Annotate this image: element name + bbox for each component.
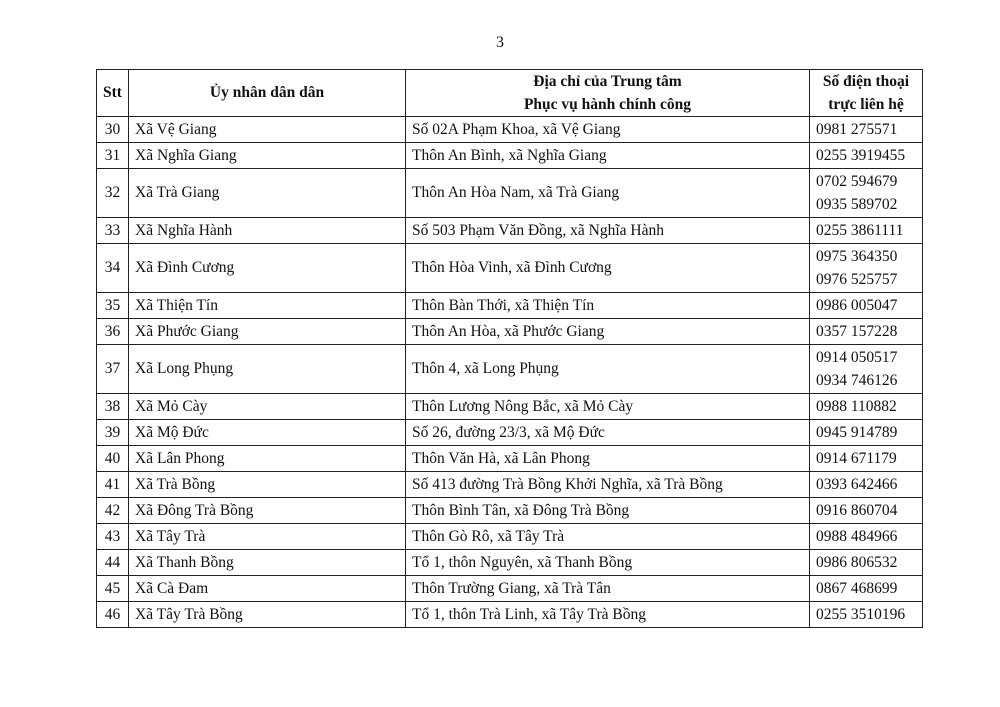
phone-number: 0986 005047 [816,297,898,314]
row-address: Tổ 1, thôn Trà Linh, xã Tây Trà Bồng [406,602,810,628]
phone-number: 0988 484966 [816,528,898,545]
table-row [97,293,923,319]
table-row [97,524,923,550]
row-phone [810,394,923,420]
row-address: Thôn Lương Nông Bắc, xã Mỏ Cày [406,394,810,420]
table-row [97,169,923,218]
table-row [97,576,923,602]
row-commune-name: Xã Tây Trà Bồng [129,602,406,628]
table-row [97,602,923,628]
phone-number: 0357 157228 [816,323,898,340]
table-row [97,394,923,420]
phone-number: 0255 3919455 [816,147,906,164]
row-phone [810,293,923,319]
row-address: Thôn An Hòa, xã Phước Giang [406,319,810,345]
phone-number: 0981 275571 [816,121,898,138]
row-commune-name: Xã Thiện Tín [129,293,406,319]
table-row [97,446,923,472]
row-address: Thôn Hòa Vinh, xã Đình Cương [406,244,810,293]
row-phone [810,319,923,345]
row-address: Thôn An Hòa Nam, xã Trà Giang [406,169,810,218]
phone-number: 0916 860704 [816,502,898,519]
row-address: Thôn An Bình, xã Nghĩa Giang [406,143,810,169]
header-phone-line2: trực liên hệ [828,96,904,113]
header-row [97,70,923,117]
phone-number: 0945 914789 [816,424,898,441]
row-phone [810,117,923,143]
row-address: Thôn 4, xã Long Phụng [406,345,810,394]
table-row [97,319,923,345]
table-row [97,420,923,446]
row-commune-name: Xã Mộ Đức [129,420,406,446]
table-row [97,345,923,394]
row-phone [810,524,923,550]
row-stt: 35 [97,293,129,319]
row-commune-name: Xã Thanh Bồng [129,550,406,576]
row-stt: 37 [97,345,129,394]
row-address: Số 02A Phạm Khoa, xã Vệ Giang [406,117,810,143]
row-address: Thôn Trường Giang, xã Trà Tân [406,576,810,602]
row-stt: 44 [97,550,129,576]
phone-number: 0914 050517 [816,349,898,366]
row-commune-name: Xã Nghĩa Hành [129,218,406,244]
row-address: Thôn Bàn Thới, xã Thiện Tín [406,293,810,319]
row-commune-name: Xã Cà Đam [129,576,406,602]
row-commune-name: Xã Trà Bồng [129,472,406,498]
row-stt: 38 [97,394,129,420]
page-number: 3 [496,34,504,51]
table-body [97,117,923,628]
table-row [97,117,923,143]
row-commune-name: Xã Tây Trà [129,524,406,550]
phone-number: 0975 364350 [816,248,898,265]
row-address: Thôn Bình Tân, xã Đông Trà Bồng [406,498,810,524]
phone-number: 0986 806532 [816,554,898,571]
phone-number: 0934 746126 [816,372,898,389]
row-phone [810,602,923,628]
phone-number: 0255 3510196 [816,606,906,623]
row-phone [810,472,923,498]
row-address: Tổ 1, thôn Nguyên, xã Thanh Bồng [406,550,810,576]
row-commune-name: Xã Đông Trà Bồng [129,498,406,524]
row-stt: 42 [97,498,129,524]
table-row [97,472,923,498]
table-row [97,498,923,524]
header-stt: Stt [97,70,129,117]
header-phone [810,70,923,117]
table-row [97,550,923,576]
row-stt: 46 [97,602,129,628]
phone-number: 0976 525757 [816,271,898,288]
phone-number: 0867 468699 [816,580,898,597]
row-stt: 45 [97,576,129,602]
row-commune-name: Xã Lân Phong [129,446,406,472]
table-header [97,70,923,117]
phone-number: 0914 671179 [816,450,897,467]
row-stt: 33 [97,218,129,244]
row-stt: 39 [97,420,129,446]
row-stt: 41 [97,472,129,498]
header-name: Ủy nhân dân dân [129,70,406,117]
row-commune-name: Xã Trà Giang [129,169,406,218]
service-center-table [96,69,923,628]
row-stt: 40 [97,446,129,472]
row-stt: 32 [97,169,129,218]
row-commune-name: Xã Long Phụng [129,345,406,394]
row-phone [810,218,923,244]
row-stt: 43 [97,524,129,550]
row-phone [810,446,923,472]
phone-number: 0255 3861111 [816,222,904,239]
row-phone [810,420,923,446]
header-phone-line1: Số điện thoại [822,73,910,90]
row-address: Thôn Văn Hà, xã Lân Phong [406,446,810,472]
row-commune-name: Xã Vệ Giang [129,117,406,143]
row-phone [810,244,923,293]
row-commune-name: Xã Phước Giang [129,319,406,345]
row-stt: 36 [97,319,129,345]
phone-number: 0988 110882 [816,398,897,415]
phone-number: 0393 642466 [816,476,898,493]
table-row [97,244,923,293]
row-stt: 30 [97,117,129,143]
row-phone [810,143,923,169]
row-address: Số 26, đường 23/3, xã Mộ Đức [406,420,810,446]
row-commune-name: Xã Mỏ Cày [129,394,406,420]
row-phone [810,576,923,602]
row-address: Số 503 Phạm Văn Đồng, xã Nghĩa Hành [406,218,810,244]
row-stt: 34 [97,244,129,293]
table-row [97,143,923,169]
row-address: Số 413 đường Trà Bồng Khởi Nghĩa, xã Trà Bồng [406,472,810,498]
row-stt: 31 [97,143,129,169]
header-address-line2: Phục vụ hành chính công [523,96,692,113]
row-phone [810,345,923,394]
row-address: Thôn Gò Rô, xã Tây Trà [406,524,810,550]
row-phone [810,498,923,524]
row-phone [810,169,923,218]
row-commune-name: Xã Nghĩa Giang [129,143,406,169]
row-phone [810,550,923,576]
phone-number: 0702 594679 [816,173,898,190]
table-row [97,218,923,244]
header-address-line1: Địa chỉ của Trung tâm [533,73,682,90]
row-commune-name: Xã Đình Cương [129,244,406,293]
header-address [406,70,810,117]
phone-number: 0935 589702 [816,196,898,213]
